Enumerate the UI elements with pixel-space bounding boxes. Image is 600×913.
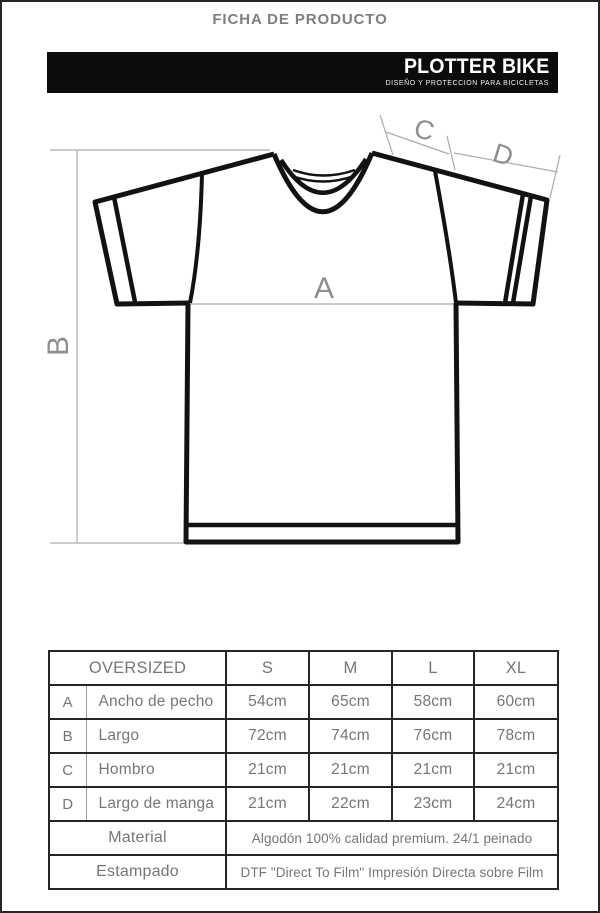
print-row bbox=[49, 855, 558, 889]
row-label-cell: Ancho de pecho bbox=[86, 685, 226, 719]
table-row bbox=[49, 719, 558, 753]
row-value-cell: 21cm bbox=[226, 753, 309, 787]
row-value-cell: 21cm bbox=[392, 753, 474, 787]
print-value-cell: DTF "Direct To Film" Impresión Directa sobre Film bbox=[226, 855, 558, 889]
collar-back-seam-2 bbox=[292, 176, 354, 182]
material-row bbox=[49, 821, 558, 855]
tshirt-outline bbox=[95, 153, 547, 542]
row-value-cell: 60cm bbox=[474, 685, 558, 719]
table-row bbox=[49, 753, 558, 787]
row-value-cell: 74cm bbox=[309, 719, 392, 753]
row-value-cell: 78cm bbox=[474, 719, 558, 753]
size-header-xl: XL bbox=[474, 651, 558, 685]
brand-name: PLOTTER BIKE bbox=[403, 55, 549, 78]
left-armhole bbox=[190, 174, 202, 303]
row-value-cell: 76cm bbox=[392, 719, 474, 753]
row-value-cell: 23cm bbox=[392, 787, 474, 821]
category-header-cell: OVERSIZED bbox=[49, 651, 226, 685]
material-value-cell: Algodón 100% calidad premium. 24/1 peinado bbox=[226, 821, 558, 855]
row-label-cell: Largo bbox=[86, 719, 226, 753]
row-value-cell: 54cm bbox=[226, 685, 309, 719]
left-cuff-seam bbox=[114, 197, 135, 302]
row-label-cell: Hombro bbox=[86, 753, 226, 787]
size-header-m: M bbox=[309, 651, 392, 685]
dim-label-c: C bbox=[410, 112, 438, 147]
row-value-cell: 21cm bbox=[226, 787, 309, 821]
collar-back-seam-1 bbox=[293, 170, 355, 176]
size-table bbox=[48, 650, 559, 890]
dim-tick-cd bbox=[447, 136, 455, 170]
dim-label-b: B bbox=[41, 335, 75, 357]
dim-label-d: D bbox=[489, 137, 517, 173]
size-header-s: S bbox=[226, 651, 309, 685]
row-value-cell: 65cm bbox=[309, 685, 392, 719]
body-outline bbox=[186, 303, 458, 542]
page-title: FICHA DE PRODUCTO bbox=[212, 11, 388, 28]
row-value-cell: 22cm bbox=[309, 787, 392, 821]
dim-tick-d-right bbox=[550, 155, 560, 198]
dim-tick-c-left bbox=[380, 115, 393, 155]
table-row bbox=[49, 787, 558, 821]
row-value-cell: 21cm bbox=[309, 753, 392, 787]
row-key-cell: B bbox=[49, 719, 86, 753]
print-label-cell: Estampado bbox=[49, 855, 226, 889]
row-key-cell: D bbox=[49, 787, 86, 821]
row-key-cell: C bbox=[49, 753, 86, 787]
row-value-cell: 58cm bbox=[392, 685, 474, 719]
row-value-cell: 72cm bbox=[226, 719, 309, 753]
material-label-cell: Material bbox=[49, 821, 226, 855]
table-row bbox=[49, 685, 558, 719]
size-header-l: L bbox=[392, 651, 474, 685]
dim-label-a: A bbox=[313, 272, 335, 305]
row-key-cell: A bbox=[49, 685, 86, 719]
brand-tagline: DISEÑO Y PROTECCION PARA BICICLETAS bbox=[385, 80, 549, 87]
row-value-cell: 24cm bbox=[474, 787, 558, 821]
table-header-row bbox=[49, 651, 558, 685]
row-value-cell: 21cm bbox=[474, 753, 558, 787]
right-shoulder-sleeve bbox=[372, 153, 547, 304]
row-label-cell: Largo de manga bbox=[86, 787, 226, 821]
right-armhole bbox=[435, 171, 456, 303]
